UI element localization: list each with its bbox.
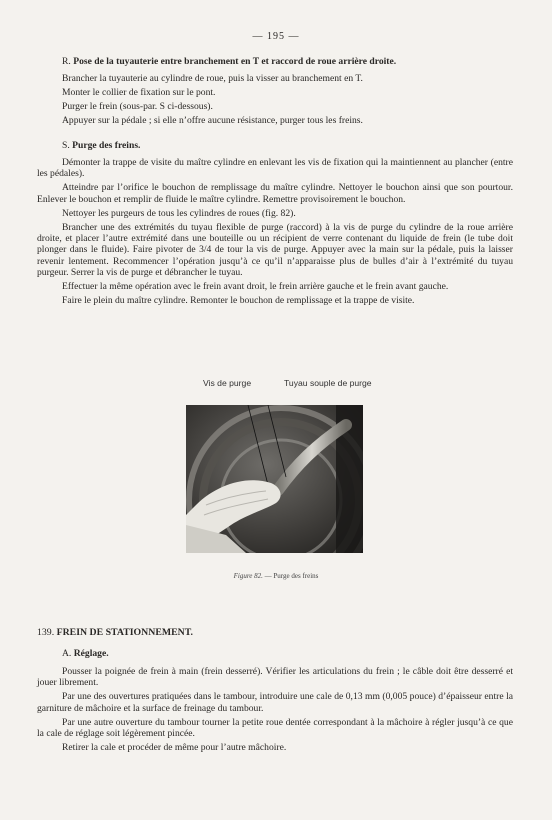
section-139-subheading: [62, 648, 109, 659]
section-s-letter: S.: [62, 140, 70, 151]
section-r-heading: [62, 56, 512, 67]
section-139-number: 139.: [37, 627, 55, 638]
section-r-paragraph: Purger le frein (sous-par. S ci-dessous).: [62, 100, 213, 112]
figure-photo: [186, 405, 363, 553]
section-139-sub-title: Réglage.: [73, 648, 109, 659]
section-s-paragraph: Brancher une des extrémités du tuyau flexible de purge (raccord) à la vis de purge du cylindre de la roue arrière droite, et placer l’autre extrémité dans une bouteille ou un récipient de verre contenant du liquide de frein (le tube doit plonger dans le fluide). Faire pivoter de 3/4 de tour la vis de purge. Appuyer avec la main sur la pédale, puis la laisser revenir lentement. Recommencer l’opération jusqu’à ce qu’il n’apparaisse plus de bulles d’air à l’extrémité du tuyau purgeur. Serrer la vis de purge et débrancher le tuyau.: [37, 222, 513, 278]
figure-caption: [0, 572, 552, 580]
section-r-paragraph: Monter le collier de fixation sur le pont.: [62, 87, 216, 98]
figure-label-bleed-hose: Tuyau souple de purge: [284, 378, 372, 388]
section-s-paragraph: Faire le plein du maître cylindre. Remonter le bouchon de remplissage et la trappe de visite.: [62, 295, 415, 307]
figure-caption-text: — Purge des freins: [264, 572, 319, 580]
section-s-paragraph: Atteindre par l’orifice le bouchon de remplissage du maître cylindre. Nettoyer le bouchon ainsi que son pourtour. Enlever le bouchon et remplir de fluide le maître cylindre. Remettre provisoirement le bouchon.: [37, 182, 513, 205]
section-139-paragraph: Par une des ouvertures pratiquées dans le tambour, introduire une cale de 0,13 mm (0,005 pouce) d’épaisseur entre la garniture de mâchoire et la surface de freinage du tambour.: [37, 691, 513, 714]
section-139-paragraph: Pousser la poignée de frein à main (frein desserré). Vérifier les articulations du frein ; le câble doit être desserré et jouer librement.: [37, 666, 513, 689]
section-s-title: Purge des freins.: [72, 140, 141, 151]
section-s-paragraph: Nettoyer les purgeurs de tous les cylindres de roues (fig. 82).: [62, 207, 296, 219]
section-139-paragraph: Retirer la cale et procéder de même pour l’autre mâchoire.: [62, 742, 287, 754]
figure-label-bleed-screw: Vis de purge: [203, 378, 252, 388]
brake-bleeding-photo: [186, 405, 363, 553]
section-s-paragraph: Effectuer la même opération avec le frein avant droit, le frein arrière gauche et le frein avant gauche.: [62, 281, 449, 293]
figure-caption-number: Figure 82.: [233, 572, 263, 580]
section-r: [62, 56, 512, 128]
section-s-heading-block: [62, 140, 512, 157]
section-139-body: [37, 666, 513, 756]
section-s-heading: [62, 140, 512, 151]
section-139-heading: [37, 627, 193, 638]
section-r-paragraph: Brancher la tuyauterie au cylindre de roue, puis la visser au branchement en T.: [62, 73, 363, 85]
section-139-title: FREIN DE STATIONNEMENT.: [56, 627, 193, 638]
section-r-title: Pose de la tuyauterie entre branchement en T et raccord de roue arrière droite.: [73, 56, 397, 67]
section-139-paragraph: Par une autre ouverture du tambour tourner la petite roue dentée correspondant à la mâchoire à régler jusqu’à ce que la cale de réglage soit légèrement pincée.: [37, 716, 513, 740]
section-r-paragraph: Appuyer sur la pédale ; si elle n’offre aucune résistance, purger tous les freins.: [62, 114, 363, 126]
section-139-sub-letter: A.: [62, 648, 72, 659]
section-s-paragraph: Démonter la trappe de visite du maître cylindre en enlevant les vis de fixation qui la maintiennent au plancher (entre les pédales).: [37, 157, 513, 180]
page-number: — 195 —: [252, 31, 300, 42]
section-s-body: [37, 157, 513, 309]
section-r-letter: R.: [62, 56, 71, 67]
